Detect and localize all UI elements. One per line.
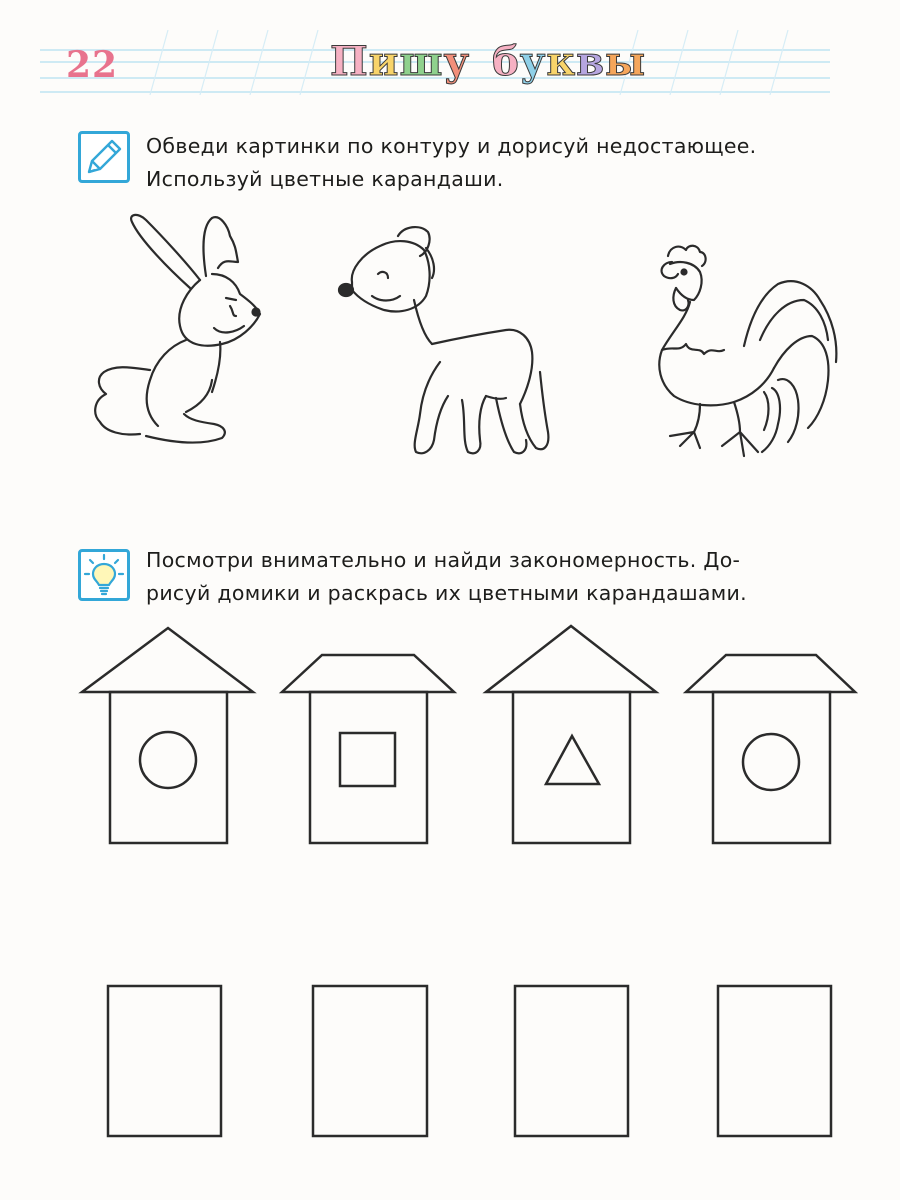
empty-house-wall-4 (718, 986, 831, 1136)
title-letter: б (492, 38, 520, 85)
task1-line1: Обведи картинки по контуру и дорисуй недостающее. (146, 134, 757, 158)
house-2-wall (310, 692, 427, 843)
title-letter: в (576, 38, 606, 85)
house-1-wall (110, 692, 227, 843)
house-2-window (340, 733, 395, 786)
task2-line1: Посмотри внимательно и найди закономерность. До- (146, 548, 741, 572)
house-1-roof (82, 628, 253, 692)
house-4-window (743, 734, 799, 790)
task1-line2: Используй цветные карандаши. (146, 167, 504, 191)
title-letter: ы (605, 38, 647, 85)
task2-line2: рисуй домики и раскрась их цветными карандашами. (146, 581, 747, 605)
house-2 (282, 655, 454, 843)
house-3-wall (513, 692, 630, 843)
house-4-wall (713, 692, 830, 843)
house-4 (686, 655, 855, 843)
title-letter: и (368, 38, 400, 85)
empty-house-wall-1 (108, 986, 221, 1136)
house-3 (486, 626, 656, 843)
title-letter: у (443, 38, 471, 85)
house-3-roof (486, 626, 656, 692)
house-3-window (546, 736, 599, 784)
house-1-window (140, 732, 196, 788)
title-letter: к (546, 38, 577, 85)
empty-house-wall-2 (313, 986, 427, 1136)
page-number: 22 (66, 44, 119, 86)
house-2-roof (282, 655, 454, 692)
title-letter: у (519, 38, 547, 85)
house-4-roof (686, 655, 855, 692)
title-letter: П (330, 38, 369, 85)
house-1 (82, 628, 253, 843)
empty-house-wall-3 (515, 986, 628, 1136)
title-letter: ш (399, 38, 444, 85)
